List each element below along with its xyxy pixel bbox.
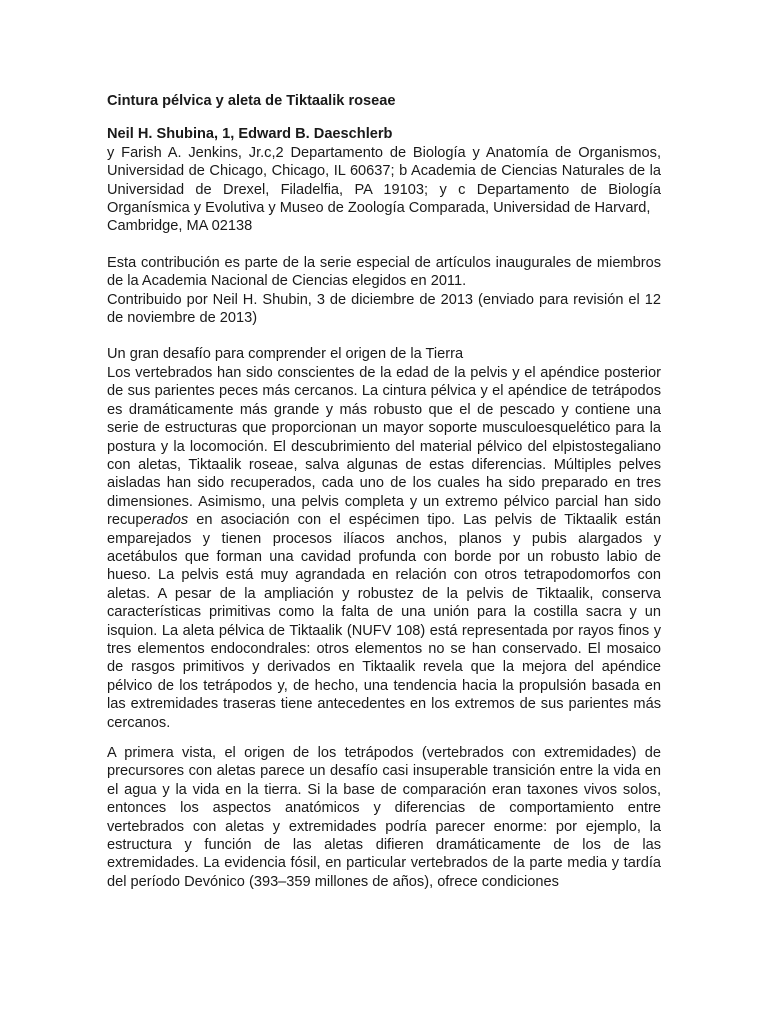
abstract-text-start: Los vertebrados han sido conscientes de la edad de la pelvis y el apéndice posterior de sus parientes peces más cercanos. La cintura pélvica y el apéndice de tetrápodos es dramáticamente más grande y más robusto que el de pescado y contiene una serie de estructuras que proporcionan un mayor soporte musculoesquelético para la postura y la locomoción. El descubrimiento del material pélvico del elpistostegaliano con aletas, Tiktaalik roseae, salva algunas de estas diferencias. Múltiples pelves aisladas han sido recuperados, cada uno de los cuales ha sido preparado en tres dimensiones. Asimismo, una pelvis completa y un extremo pélvico parcial han sido recup [107, 364, 661, 529]
contribution-note: Esta contribución es parte de la serie especial de artículos inaugurales de miembros de la Academia Nacional de Ciencias elegidos en 2011. [107, 254, 661, 290]
article-title: Cintura pélvica y aleta de Tiktaalik roseae [107, 93, 396, 109]
abstract-paragraph [107, 364, 661, 732]
abstract-text-end: en asociación con el espécimen tipo. Las pelvis de Tiktaalik están emparejados y tienen procesos ilíacos anchos, planos y pubis alargados y acetábulos que forman una cavidad profunda con borde por un robusto labio de hueso. La pelvis está muy agrandada en relación con otros tetrapodomorfos con aletas. A pesar de la ampliación y robustez de la pelvis de Tiktaalik, conserva características primitivas como la falta de una unión para la costilla sacra y un isquion. La aleta pélvica de Tiktaalik (NUFV 108) está representada por rayos finos y tres elementos endocondrales: otros elementos no se han conservado. El mosaico de rasgos primitivos y derivados en Tiktaalik revela que la mejora del apéndice pélvico de los tetrápodos y, de hecho, una tendencia hacia la propulsión basada en las extremidades traseras tiene antecedentes en los extremos de sus parientes más cercanos. [107, 512, 661, 731]
body-paragraph: A primera vista, el origen de los tetrápodos (vertebrados con extremidades) de precursores con aletas parece un desafío casi insuperable transición entre la vida en el agua y la vida en la tierra. Si la base de comparación eran taxones vivos solos, entonces los aspectos anatómicos y diferencias de comportamiento entre vertebrados con aletas y extremidades podría parecer enorme: por ejemplo, la estructura y función de las aletas difieren dramáticamente de los de las extremidades. La evidencia fósil, en particular vertebrados de la parte media y tardía del período Devónico (393–359 millones de años), ofrece condiciones [107, 745, 661, 890]
author-affiliations: y Farish A. Jenkins, Jr.c,2 Departamento de Biología y Anatomía de Organismos, Universidad de Chicago, Chicago, IL 60637; b Academia de Ciencias Naturales de la Universidad de Drexel, Filadelfia, PA 19103; y c Departamento de Biología Organísmica y Evolutiva y Museo de Zoología Comparada, Universidad de Harvard, [107, 144, 661, 217]
contributed-by: Contribuido por Neil H. Shubin, 3 de diciembre de 2013 (enviado para revisión el 12 de noviembre de 2013) [107, 291, 661, 327]
spacer [107, 236, 661, 254]
abstract-text-italic: erados [143, 512, 189, 529]
spacer [107, 732, 661, 744]
document-page [107, 92, 661, 891]
spacer [107, 110, 661, 125]
affiliation-city: Cambridge, MA 02138 [107, 218, 253, 235]
author-names: Neil H. Shubina, 1, Edward B. Daeschlerb [107, 126, 393, 143]
spacer [107, 327, 661, 345]
section-heading: Un gran desafío para comprender el origen de la Tierra [107, 346, 464, 363]
